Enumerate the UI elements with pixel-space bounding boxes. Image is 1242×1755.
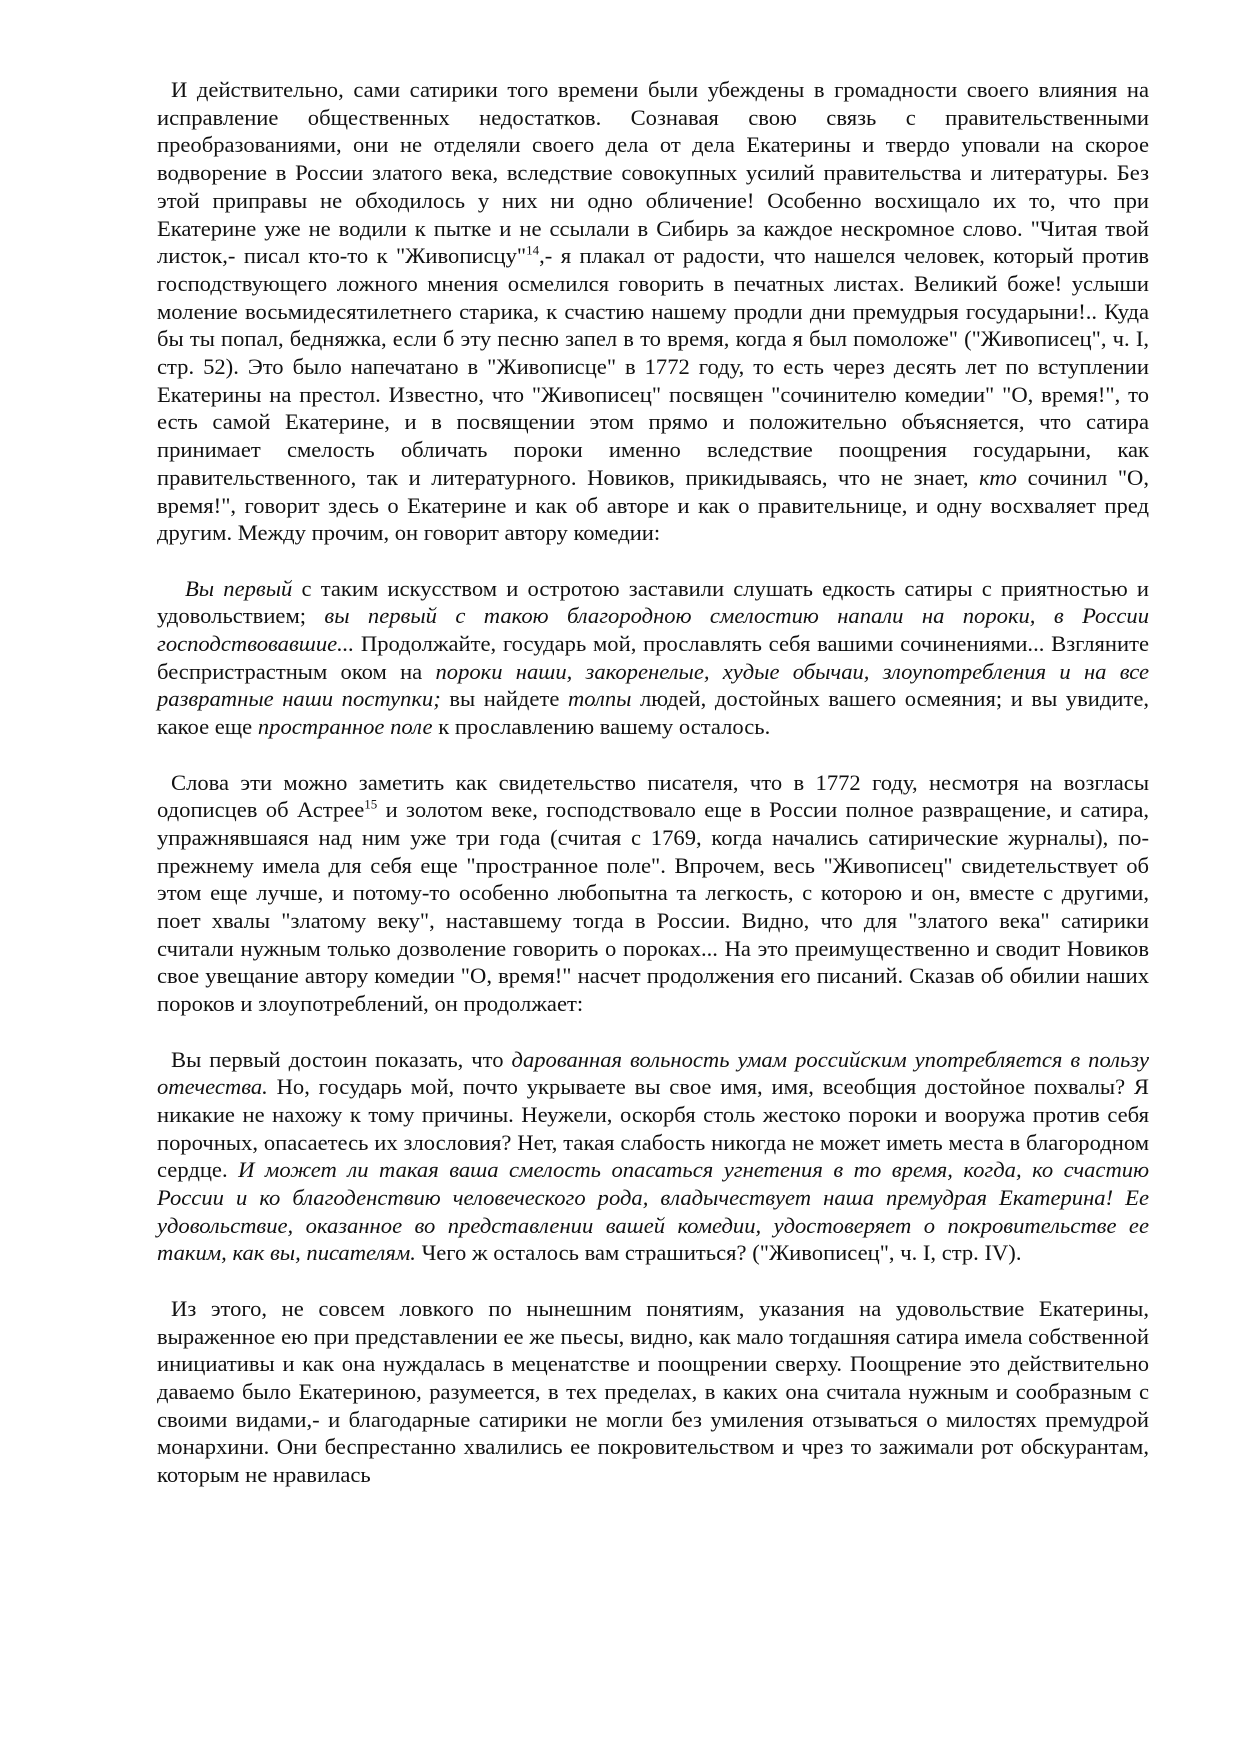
quote-paragraph-2 (157, 1046, 1149, 1268)
text-run: Вы первый достоин показать, что (171, 1046, 512, 1072)
paragraph-2 (157, 769, 1149, 1018)
italic-emphasis: толпы (567, 686, 632, 712)
text-run: сочинил "О, время!", говорит здесь о Екатерине и как об авторе и как о правительнице, и одну восхваляет пред другим. Между прочим, он говорит автору комедии: (157, 464, 1150, 546)
text-run: ,- я плакал от радости, что нашелся человек, который против господствующего ложного мнения осмелился говорить в печатных листах. Великий боже! услыши моление восьмидесятилетнего старика, к счастию нашему продли дни премудрыя государыни!.. Куда бы ты попал, бедняжка, если б эту песню запел в то время, когда я был помоложе" ("Живописец", ч. I, стр. 52). Это было напечатано в "Живописце" в 1772 году, то есть через десять лет по вступлении Екатерины на престол. Известно, что "Живописец" посвящен "сочинителю комедии" "О, время!", то есть самой Екатерине, и в посвящении этом прямо и положительно объясняется, что сатира принимает смелость обличать пороки именно вследствие поощрения государыни, как правительственного, так и литературного. Новиков, прикидываясь, что не знает, (157, 243, 1149, 490)
italic-emphasis: пространное поле (257, 714, 433, 740)
text-run: Слова эти можно заметить как свидетельство писателя, что в 1772 году, несмотря на возгласы одописцев об Астрее (157, 769, 1149, 823)
italic-emphasis: дарованная вольность умам российским употребляется в пользу отечества. (157, 1046, 1149, 1100)
italic-emphasis: пороки наши, закоренелые, худые обычаи, злоупотребления и на все развратные наши поступки; (157, 658, 1150, 712)
paragraph-gap (157, 741, 1149, 769)
text-run: И действительно, сами сатирики того времени были убеждены в громадности своего влияния на исправление общественных недостатков. Сознавая свою связь с правительственными преобразованиями, они не отделяли своего дела от дела Екатерины и твердо уповали на скорое водворение в России златого века, вследствие совокупных усилий правительства и литературы. Без этой приправы не обходилось у них ни одно обличение! Особенно восхищало их то, что при Екатерине уже не водили к пытке и не ссылали в Сибирь за каждое нескромное слово. "Читая твой листок,- писал кто-то к "Живописцу" (157, 77, 1149, 269)
text-run: Чего ж осталось вам страшиться? ("Живописец", ч. I, стр. IV). (415, 1240, 1022, 1266)
italic-emphasis: кто (979, 464, 1017, 490)
document-page (157, 76, 1149, 1489)
text-run: Продолжайте, государь мой, прославлять себя вашими сочинениями... Взгляните беспристрастным оком на (157, 631, 1149, 684)
paragraph-gap (157, 1267, 1149, 1295)
paragraph-gap (157, 547, 1149, 575)
text-run: Из этого, не совсем ловкого по нынешним понятиям, указания на удовольствие Екатерины, выраженное ею при представлении ее же пьесы, видно, как мало тогдашняя сатира имела собственной инициативы и как она нуждалась в меценатстве и поощрении сверху. Поощрение это действительно даваемо было Екатериною, разумеется, в тех пределах, в каких она считала нужным и сообразным с своими видами,- и благодарные сатирики не могли без умиления отзываться о милостях премудрой монархини. Они беспрестанно хвалились ее покровительством и чрез то зажимали рот обскурантам, которым не нравилась (157, 1295, 1149, 1488)
italic-emphasis: И может ли такая ваша смелость опасаться угнетения в то время, когда, ко счастию России и ко благоденствию человеческого рода, владычествует наша премудрая Екатерина! Ее удовольствие, оказанное во представлении вашей комедии, удостоверяет о покровительстве ее таким, как вы, писателям. (157, 1157, 1149, 1266)
text-run: к прославлению вашему осталось. (432, 714, 771, 740)
paragraph-1 (157, 76, 1149, 547)
quote-paragraph-1 (157, 575, 1149, 741)
text-run: вы найдете (440, 686, 568, 712)
paragraph-3 (157, 1295, 1149, 1489)
italic-emphasis: Вы первый (185, 575, 293, 601)
footnote-ref: 14 (526, 242, 540, 258)
text-run: и золотом веке, господствовало еще в России полное развращение, и сатира, упражнявшаяся над ним уже три года (считая с 1769, когда начались сатирические журналы), по-прежнему имела для себя еще "пространное поле". Впрочем, весь "Живописец" свидетельствует об этом еще лучше, и потому-то особенно любопытна та легкость, с которою и он, вместе с другими, поет хвалы "златому веку", наставшему тогда в России. Видно, что для "златого века" сатирики считали нужным только дозволение говорить о пороках... На это преимущественно и сводит Новиков свое увещание автору комедии "О, время!" насчет продолжения его писаний. Сказав об обилии наших пороков и злоупотреблений, он продолжает: (157, 797, 1149, 1017)
text-run: с таким искусством и остротою заставили слушать едкость сатиры с приятностью и удовольствием; (157, 575, 1149, 629)
paragraph-gap (157, 1018, 1149, 1046)
italic-emphasis: вы первый с такою благородною смелостию напали на пороки, в России господствовавшие... (157, 603, 1149, 657)
text-run: людей, достойных вашего осмеяния; и вы увидите, какое еще (157, 686, 1150, 740)
footnote-ref: 15 (364, 796, 378, 812)
text-run: Но, государь мой, почто укрываете вы свое имя, имя, всеобщия достойное похвалы? Я никакие не нахожу к тому причины. Неужели, оскорбя столь жестоко пороки и вооружа против себя порочных, опасаетесь их злословия? Нет, такая слабость никогда не может иметь места в благородном сердце. (157, 1074, 1149, 1183)
